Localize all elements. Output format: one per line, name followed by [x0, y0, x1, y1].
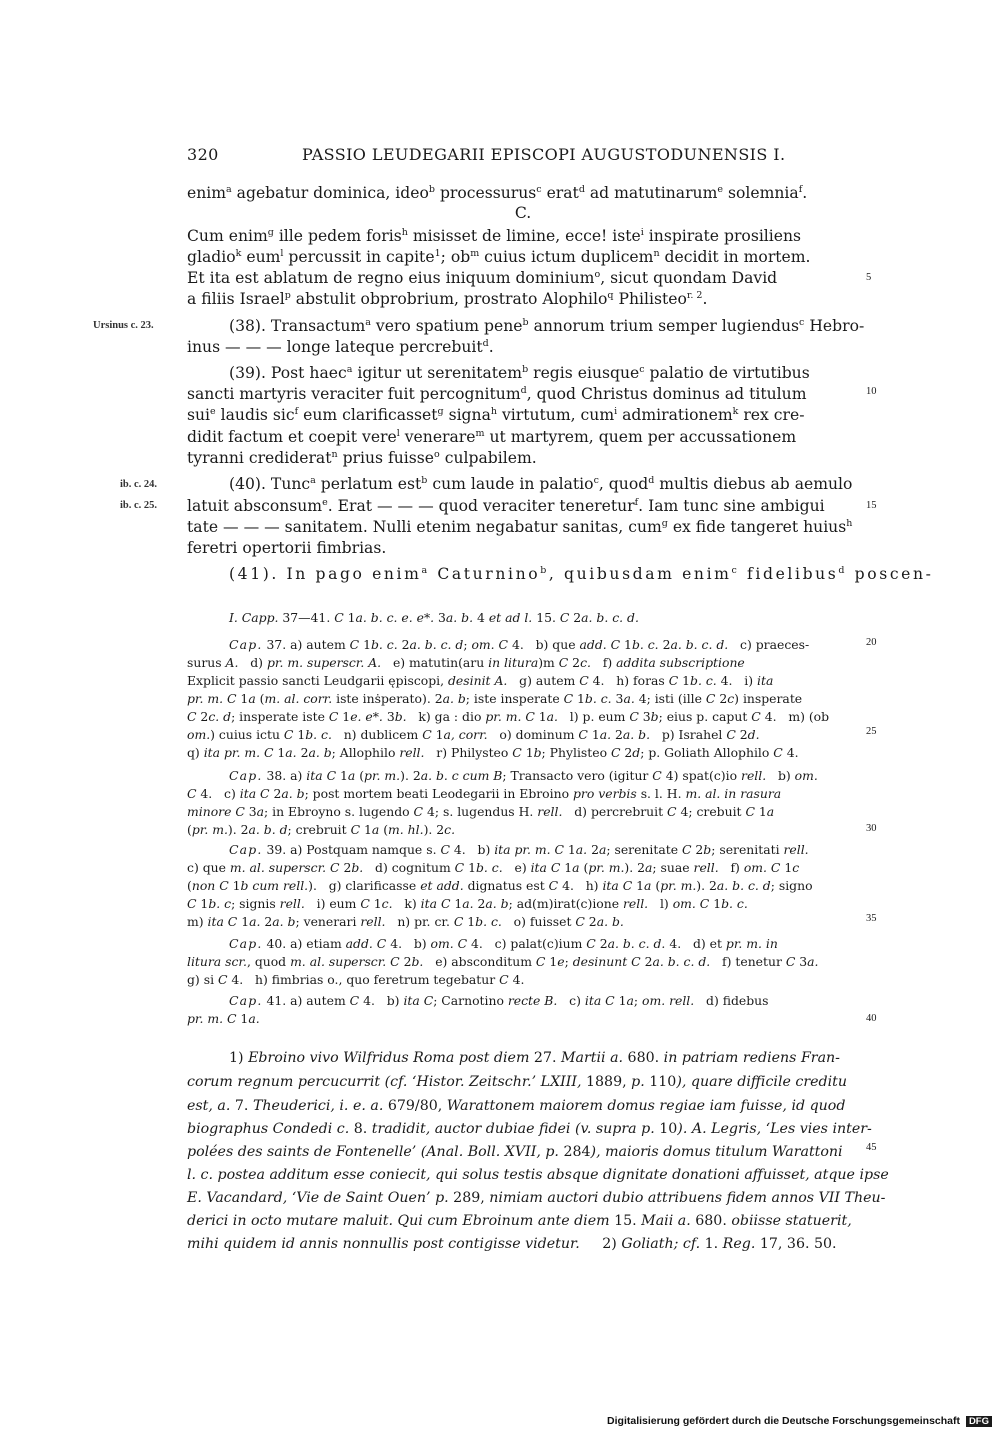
dfg-logo: DFG — [966, 1416, 992, 1427]
apparatus-line: (non C 1b cum rell.). g) clarificasse et add. dignatus est C 4. h) ita C 1a (pr. m.). 2a. b. c. d; signo — [187, 878, 813, 893]
text-line: (38). Transactum$^a$ vero spatium pene$^b$ annorum trium semper lugiendus$^c$ Hebro- — [229, 317, 865, 335]
apparatus-line: m) ita C 1a. 2a. b; venerari rell. n) pr. cr. C 1b. c. o) fuisset C 2a. b. — [187, 914, 624, 929]
footnote-line: polées des saints de Fontenelle’ (Anal. Boll. XVII, p. 284), maioris domus titulum Warattoni — [187, 1144, 843, 1160]
footnote-line: mihi quidem id annis nonnullis post contigisse videtur. 2) Goliath; cf. 1. Reg. 17, 36. 50. — [187, 1236, 837, 1252]
margin-reference: ib. c. 25. — [120, 500, 158, 511]
apparatus-line: Cap. 41. a) autem C 4. b) ita C; Carnotino recte B. c) ita C 1a; om. rell. d) fidebus — [229, 993, 769, 1008]
apparatus-line: pr. m. C 1a (m. al. corr. iste inṡperato). 2a. b; iste insperate C 1b. c. 3a. 4; isti (ille C 2c) insperate — [187, 691, 803, 706]
apparatus-line: Cap. 37. a) autem C 1b. c. 2a. b. c. d; om. C 4. b) que add. C 1b. c. 2a. b. c. d. c) praeces- — [229, 637, 810, 652]
apparatus-line: C 4. c) ita C 2a. b; post mortem beati Leodegarii in Ebroino pro verbis s. l. H. m. al. in rasura — [187, 786, 782, 801]
apparatus-line: om.) cuius ictu C 1b. c. n) dublicem C 1a, corr. o) dominum C 1a. 2a. b. p) Israhel C 2d. — [187, 727, 760, 742]
footnote-line: 1) Ebroino vivo Wilfridus Roma post diem 27. Martii a. 680. in patriam rediens Fran- — [229, 1050, 840, 1066]
text-line: C. — [514, 204, 532, 222]
text-line: didit factum et coepit vere$^l$ venerare$^m$ ut martyrem, quem per accussationem — [187, 428, 797, 446]
apparatus-line: Cap. 39. a) Postquam namque s. C 4. b) ita pr. m. C 1a. 2a; serenitate C 2b; serenitati rell. — [229, 842, 809, 857]
running-title: PASSIO LEUDEGARII EPISCOPI AUGUSTODUNENSIS I. — [302, 145, 786, 164]
apparatus-line: litura scr., quod m. al. superscr. C 2b. e) absconditum C 1e; desinunt C 2a. b. c. d. f) tenetur C 3a. — [187, 954, 819, 969]
apparatus-line: minore C 3a; in Ebroyno s. lugendo C 4; s. lugendus H. rell. d) percrebruit C 4; crebuit C 1a — [187, 804, 775, 819]
apparatus-line: Explicit passio sancti Leudgarii ępiscopi, desinit A. g) autem C 4. h) foras C 1b. c. 4. i) ita — [187, 673, 774, 688]
text-line: enim$^a$ agebatur dominica, ideo$^b$ processurus$^c$ erat$^d$ ad matutinarum$^e$ solemnia$^f$. — [187, 184, 808, 202]
line-number: 30 — [866, 823, 877, 834]
apparatus-line: surus A. d) pr. m. superscr. A. e) matutin(aru in litura)m C 2c. f) addita subscriptione — [187, 655, 745, 670]
text-line: Et ita est ablatum de regno eius iniquum dominium$^o$, sicut quondam David — [187, 269, 778, 287]
footnote-line: l. c. postea additum esse coniecit, qui solus testis absque dignitate donationi affuisset, atque ipse — [187, 1167, 889, 1183]
text-line: a filiis Israel$^p$ abstulit obprobrium, prostrato Alophilo$^q$ Philisteo$^{r. 2}$. — [187, 290, 708, 308]
footnote-line: E. Vacandard, ‘Vie de Saint Ouen’ p. 289, nimiam auctori dubio attribuens fidem annos VII Theu- — [187, 1190, 886, 1206]
apparatus-line: pr. m. C 1a. — [187, 1011, 260, 1026]
line-number: 20 — [866, 637, 877, 648]
text-line: gladio$^k$ eum$^l$ percussit in capite$^1$; $ob^m$ cuius ictum duplicem$^n$ decidit in mortem. — [187, 248, 811, 266]
line-number: 35 — [866, 913, 877, 924]
apparatus-line: q) ita pr. m. C 1a. 2a. b; Allophilo rell. r) Philysteo C 1b; Phylisteo C 2d; p. Goliath Allophilo C 4. — [187, 745, 799, 760]
funding-text: Digitalisierung gefördert durch die Deutsche Forschungsgemeinschaft — [607, 1415, 961, 1427]
footnote-line: est, a. 7. Theuderici, i. e. a. 679/80, Warattonem maiorem domus regiae iam fuisse, id quod — [187, 1098, 846, 1114]
text-line: feretri opertorii fimbrias. — [187, 539, 387, 557]
text-line: sancti martyris veraciter fuit percognitum$^d$, quod Christus dominus ad titulum — [187, 385, 807, 403]
footnote-line: biographus Condedi c. 8. tradidit, auctor dubiae fidei (v. supra p. 10). A. Legris, ‘Les vies inter- — [187, 1121, 872, 1137]
text-line: (39). Post haec$^a$ igitur ut serenitatem$^b$ regis eiusque$^c$ palatio de virtutibus — [229, 364, 810, 382]
text-line: (40). Tunc$^a$ perlatum est$^b$ cum laude in palatio$^c$, quod$^d$ multis diebus ab aemulo — [229, 475, 853, 493]
footnote-line: derici in octo mutare maluit. Qui cum Ebroinum ante diem 15. Maii a. 680. obiisse statuerit, — [187, 1213, 852, 1229]
apparatus-line: C 2c. d; insperate iste C 1e. e*. 3b. k) ga : dio pr. m. C 1a. l) p. eum C 3b; eius p. caput C 4. m) (ob — [187, 709, 830, 724]
line-number: 40 — [866, 1013, 877, 1024]
apparatus-line: Cap. 40. a) etiam add. C 4. b) om. C 4. c) palat(c)ium C 2a. b. c. d. 4. d) et pr. m. in — [229, 936, 778, 951]
text-line: (41). In pago enim$^a$ Caturnino$^b$, quibusdam enim$^c$ fidelibus$^d$ poscen- — [229, 565, 934, 583]
text-line: inus — — — longe lateque percrebuit$^d$. — [187, 338, 494, 356]
text-line: tate — — — sanitatem. Nulli etenim negabatur sanitas, cum$^g$ ex fide tangeret huius$^h$ — [187, 518, 853, 536]
margin-reference: ib. c. 24. — [120, 479, 158, 490]
line-number: 15 — [866, 500, 877, 511]
apparatus-line: g) si C 4. h) fimbrias o., quo feretrum tegebatur C 4. — [187, 972, 525, 987]
line-number: 5 — [866, 272, 872, 283]
line-number: 25 — [866, 726, 877, 737]
running-header — [187, 145, 857, 167]
page-number: 320 — [187, 145, 219, 164]
apparatus-line: C 1b. c; signis rell. i) eum C 1c. k) ita C 1a. 2a. b; ad(m)irat(c)ione rell. l) om. C 1b. c. — [187, 896, 748, 911]
line-number: 10 — [866, 386, 877, 397]
text-line: Cum enim$^g$ ille pedem foris$^h$ misisset de limine, ecce! iste$^i$ inspirate prosiliens — [187, 227, 802, 245]
text-line: sui$^e$ laudis sic$^f$ eum clarificasset$^g$ signa$^h$ virtutum, cum$^i$ admirationem$^k$ rex cre- — [187, 406, 805, 424]
apparatus-line: c) que m. al. superscr. C 2b. d) cognitum C 1b. c. e) ita C 1a (pr. m.). 2a; suae rell. f) om. C 1c — [187, 860, 800, 875]
footnote-line: corum regnum percucurrit (cf. ‘Histor. Zeitschr.’ LXIII, 1889, p. 110), quare difficile creditu — [187, 1074, 847, 1090]
line-number: 45 — [866, 1142, 877, 1153]
apparatus-line: (pr. m.). 2a. b. d; crebruit C 1a (m. hl.). 2c. — [187, 822, 456, 837]
apparatus-line: I. Capp. 37—41. C 1a. b. c. e. e*. 3a. b. 4 et ad l. 15. C 2a. b. c. d. — [229, 610, 639, 625]
text-line: tyranni crediderat$^n$ prius fuisse$^o$ culpabilem. — [187, 449, 537, 467]
funding-footer — [607, 1415, 992, 1427]
margin-reference: Ursinus c. 23. — [93, 320, 154, 331]
text-line: latuit absconsum$^e$. Erat — — — quod veraciter teneretur$^f$. Iam tunc sine ambigui — [187, 497, 825, 515]
apparatus-line: Cap. 38. a) ita C 1a (pr. m.). 2a. b. c cum B; Transacto vero (igitur C 4) spat(c)io rell. b) om. — [229, 768, 818, 783]
